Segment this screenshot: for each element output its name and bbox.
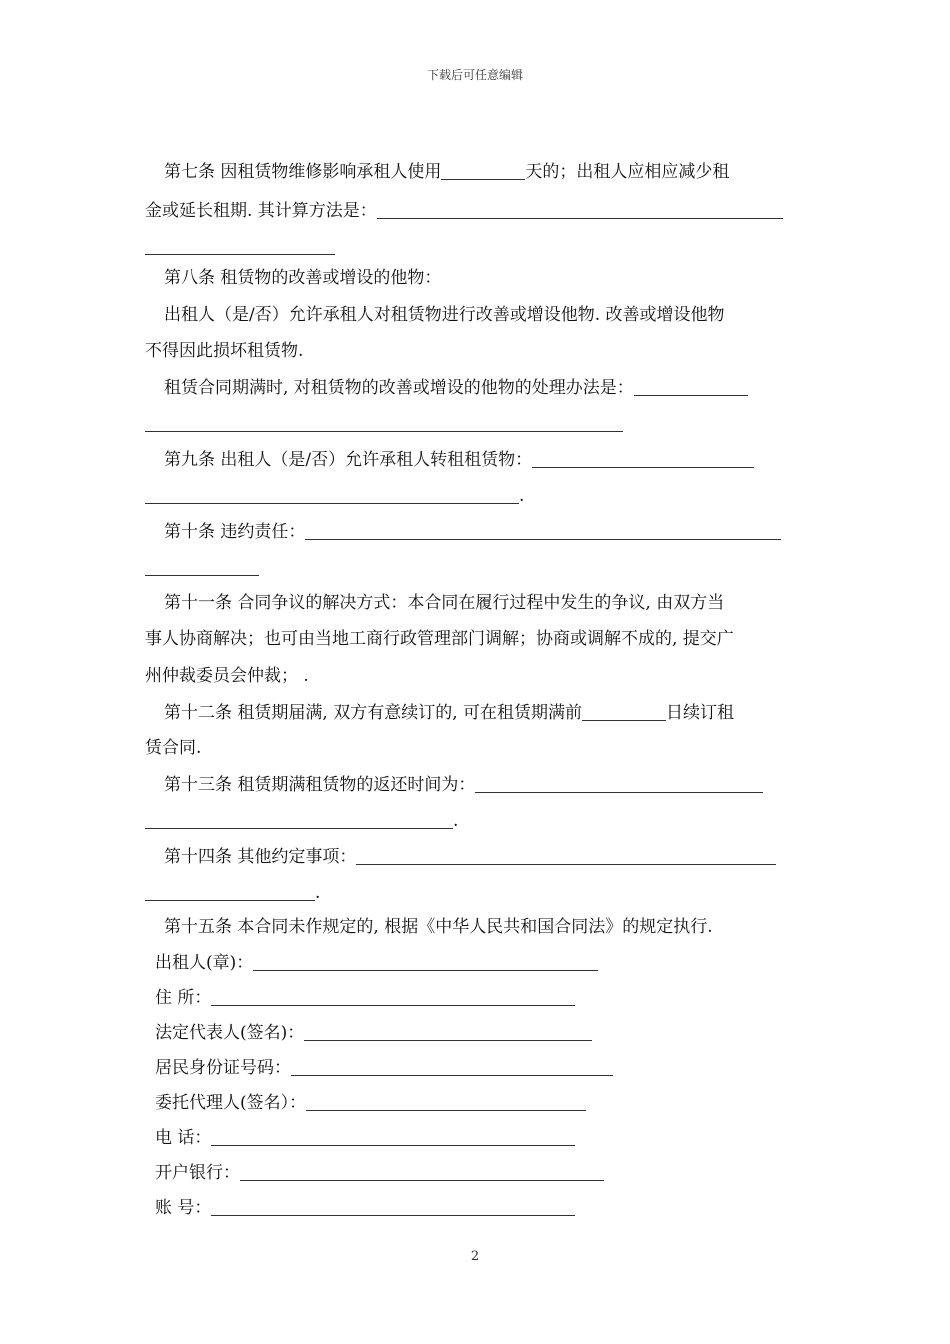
lessor-seal-field[interactable] bbox=[253, 952, 598, 971]
signature-row-legal-rep bbox=[155, 1022, 592, 1043]
address-field[interactable] bbox=[211, 987, 575, 1006]
article-11-line-1: 第十一条 合同争议的解决方式：本合同在履行过程中发生的争议, 由双方当 bbox=[164, 593, 725, 613]
legal-rep-field[interactable] bbox=[304, 1022, 592, 1041]
article-8-para-2: 不得因此损坏租赁物. bbox=[145, 341, 304, 361]
agent-field[interactable] bbox=[306, 1092, 586, 1111]
article-15: 第十五条 本合同未作规定的, 根据《中华人民共和国合同法》的规定执行. bbox=[164, 917, 713, 937]
period: . bbox=[315, 883, 321, 903]
period: . bbox=[453, 811, 459, 831]
article-12-line-2: 赁合同. bbox=[145, 738, 202, 758]
legal-rep-label: 法定代表人(签名)： bbox=[155, 1023, 305, 1043]
bank-field[interactable] bbox=[240, 1162, 604, 1181]
return-time-label: 第十三条 租赁期满租赁物的返还时间为： bbox=[164, 775, 476, 795]
calc-method-blank[interactable] bbox=[377, 200, 783, 219]
lessor-seal-label: 出租人(章)： bbox=[155, 953, 254, 973]
renewal-days-blank[interactable] bbox=[582, 702, 666, 721]
article-11-line-2: 事人协商解决；也可由当地工商行政管理部门调解；协商或调解不成的, 提交广 bbox=[145, 629, 734, 649]
article-7-line-3 bbox=[145, 236, 335, 257]
article-8-line-4 bbox=[145, 413, 623, 434]
article-7-text: 第七条 因租赁物维修影响承租人使用 bbox=[164, 162, 442, 182]
sublease-label: 第九条 出租人（是/否）允许承租人转租租赁物： bbox=[164, 450, 533, 470]
article-13-line-2 bbox=[145, 810, 458, 831]
article-10-line-2 bbox=[145, 557, 259, 578]
days-blank[interactable] bbox=[441, 161, 525, 180]
signature-row-account bbox=[155, 1197, 575, 1218]
signature-row-phone bbox=[155, 1127, 575, 1148]
article-8-para-1: 出租人（是/否）允许承租人对租赁物进行改善或增设他物. 改善或增设他物 bbox=[164, 305, 725, 325]
renewal-text: 第十二条 租赁期届满, 双方有意续订的, 可在租赁期满前 bbox=[164, 703, 583, 723]
article-8-title: 第八条 租赁物的改善或增设的他物： bbox=[164, 268, 442, 288]
phone-label: 电 话： bbox=[155, 1128, 212, 1148]
signature-row-id-number bbox=[155, 1057, 613, 1078]
article-9-line-2 bbox=[145, 485, 524, 506]
disposal-blank[interactable] bbox=[634, 377, 748, 396]
page-header: 下载后可任意编辑 bbox=[426, 68, 523, 82]
disposal-label: 租赁合同期满时, 对租赁物的改善或增设的他物的处理办法是： bbox=[164, 378, 634, 398]
return-time-blank[interactable] bbox=[475, 774, 763, 793]
liability-blank[interactable] bbox=[305, 521, 781, 540]
article-7-line-2 bbox=[145, 200, 783, 221]
article-14-line-1 bbox=[164, 846, 776, 867]
account-label: 账 号： bbox=[155, 1198, 212, 1218]
account-field[interactable] bbox=[211, 1197, 575, 1216]
period: . bbox=[519, 486, 525, 506]
article-8-para-3 bbox=[164, 377, 748, 398]
article-7-text-cont: 天的；出租人应相应减少租 bbox=[525, 162, 730, 182]
renewal-text-cont: 日续订租 bbox=[666, 703, 735, 723]
sublease-blank[interactable] bbox=[532, 449, 754, 468]
disposal-blank-cont[interactable] bbox=[145, 413, 623, 432]
other-terms-blank-cont[interactable] bbox=[145, 882, 315, 901]
signature-row-address bbox=[155, 987, 575, 1008]
bank-label: 开户银行： bbox=[155, 1163, 240, 1183]
page-number: 2 bbox=[470, 1249, 480, 1264]
other-terms-blank[interactable] bbox=[356, 846, 776, 865]
signature-row-agent bbox=[155, 1092, 586, 1113]
id-number-label: 居民身份证号码： bbox=[155, 1058, 291, 1078]
article-11-line-3: 州仲裁委员会仲裁； . bbox=[145, 666, 309, 686]
id-number-field[interactable] bbox=[291, 1057, 613, 1076]
article-10-line-1 bbox=[164, 521, 781, 542]
calc-method-blank-cont[interactable] bbox=[145, 236, 335, 255]
article-12-line-1 bbox=[164, 702, 734, 723]
phone-field[interactable] bbox=[211, 1127, 575, 1146]
other-terms-label: 第十四条 其他约定事项： bbox=[164, 847, 357, 867]
calc-method-label: 金或延长租期. 其计算方法是： bbox=[145, 201, 377, 221]
liability-label: 第十条 违约责任： bbox=[164, 522, 306, 542]
article-7-line-1 bbox=[164, 161, 729, 182]
address-label: 住 所： bbox=[155, 988, 212, 1008]
signature-row-lessor bbox=[155, 952, 598, 973]
article-9-line-1 bbox=[164, 449, 754, 470]
article-14-line-2 bbox=[145, 882, 320, 903]
article-13-line-1 bbox=[164, 774, 763, 795]
return-time-blank-cont[interactable] bbox=[145, 810, 453, 829]
signature-row-bank bbox=[155, 1162, 604, 1183]
sublease-blank-cont[interactable] bbox=[145, 485, 519, 504]
liability-blank-cont[interactable] bbox=[145, 557, 259, 576]
agent-label: 委托代理人(签名）： bbox=[155, 1093, 307, 1113]
